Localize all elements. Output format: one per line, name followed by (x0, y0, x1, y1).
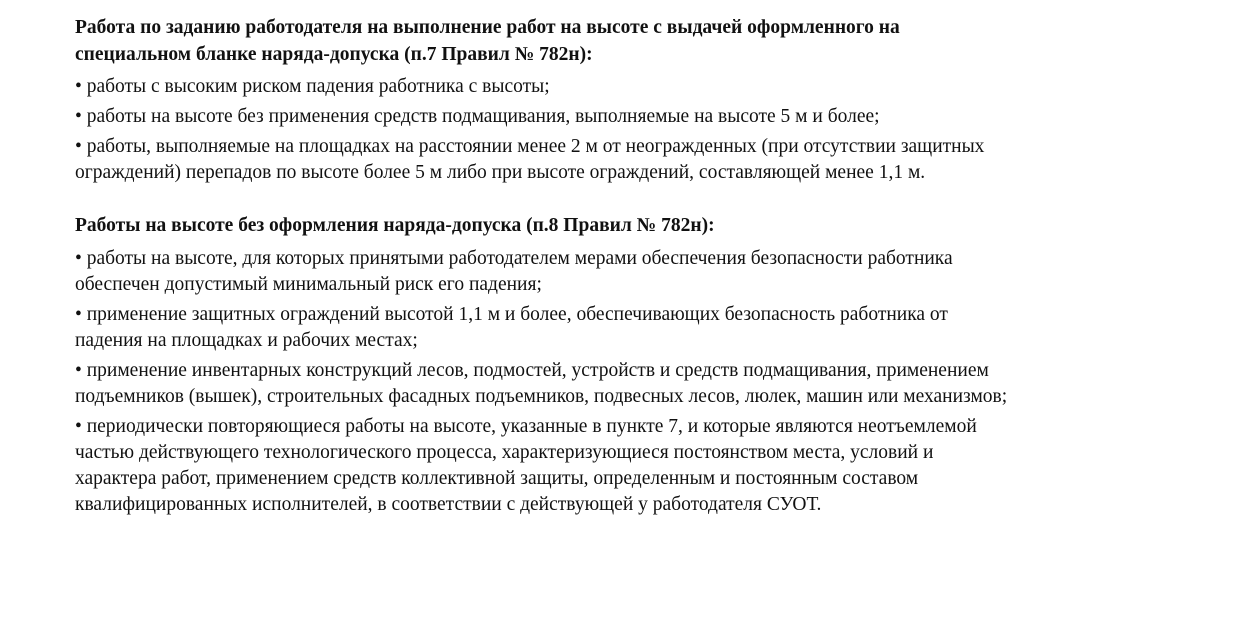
list-item (75, 414, 1215, 518)
list-item-text: работы на высоте, для которых принятыми работодателем мерами обеспечения безопасности работника обеспечен допустимый минимальный риск его падения; (75, 247, 953, 295)
list-item-text: работы на высоте без применения средств подмащивания, выполняемые на высоте 5 м и более; (86, 106, 880, 127)
list-item (75, 74, 1215, 100)
list-item (75, 358, 1215, 410)
list-item (75, 104, 1215, 130)
bullet-list (75, 246, 1215, 518)
list-item-text: работы, выполняемые на площадках на расстоянии менее 2 м от неогражденных (при отсутствии защитных ограждений) перепадов по высоте более 5 м либо при высоте ограждений, составляющей менее 1,1 м. (75, 136, 985, 183)
bullet-icon (75, 304, 87, 325)
list-item (75, 134, 1215, 186)
bullet-icon (75, 416, 87, 437)
list-item-text: применение инвентарных конструкций лесов, подмостей, устройств и средств подмащивания, применением подъемников (вышек), строительных фасадных подъемников, подвесных лесов, люлек, машин или механизмов; (75, 359, 1008, 407)
bullet-icon (75, 76, 87, 97)
document-page (75, 15, 1215, 522)
section-no-work-permit (75, 213, 1215, 518)
list-item-text: работы с высоким риском падения работника с высоты; (86, 76, 550, 97)
bullet-icon (75, 248, 87, 269)
bullet-icon (75, 136, 87, 157)
list-item-text: применение защитных ограждений высотой 1,1 м и более, обеспечивающих безопасность работника от падения на площадках и рабочих местах; (75, 303, 948, 351)
section-work-permit-required (75, 15, 1215, 186)
list-item-text: периодически повторяющиеся работы на высоте, указанные в пункте 7, и которые являются неотъемлемой частью действующего технологического процесса, характеризующиеся постоянством места, условий и характера работ, применением средств коллективной защиты, определенным и постоянным составом квалифицированных исполнителей, в соответствии с действующей у работодателя СУОТ. (75, 415, 977, 515)
section-heading: Работы на высоте без оформления наряда-допуска (п.8 Правил № 782н): (75, 215, 715, 236)
section-heading: Работа по заданию работодателя на выполнение работ на высоте с выдачей оформленного на специальном бланке наряда-допуска (п.7 Правил № 782н): (75, 17, 900, 65)
list-item (75, 246, 1215, 298)
bullet-list (75, 74, 1215, 186)
bullet-icon (75, 360, 87, 381)
bullet-icon (75, 106, 87, 127)
list-item (75, 302, 1215, 354)
